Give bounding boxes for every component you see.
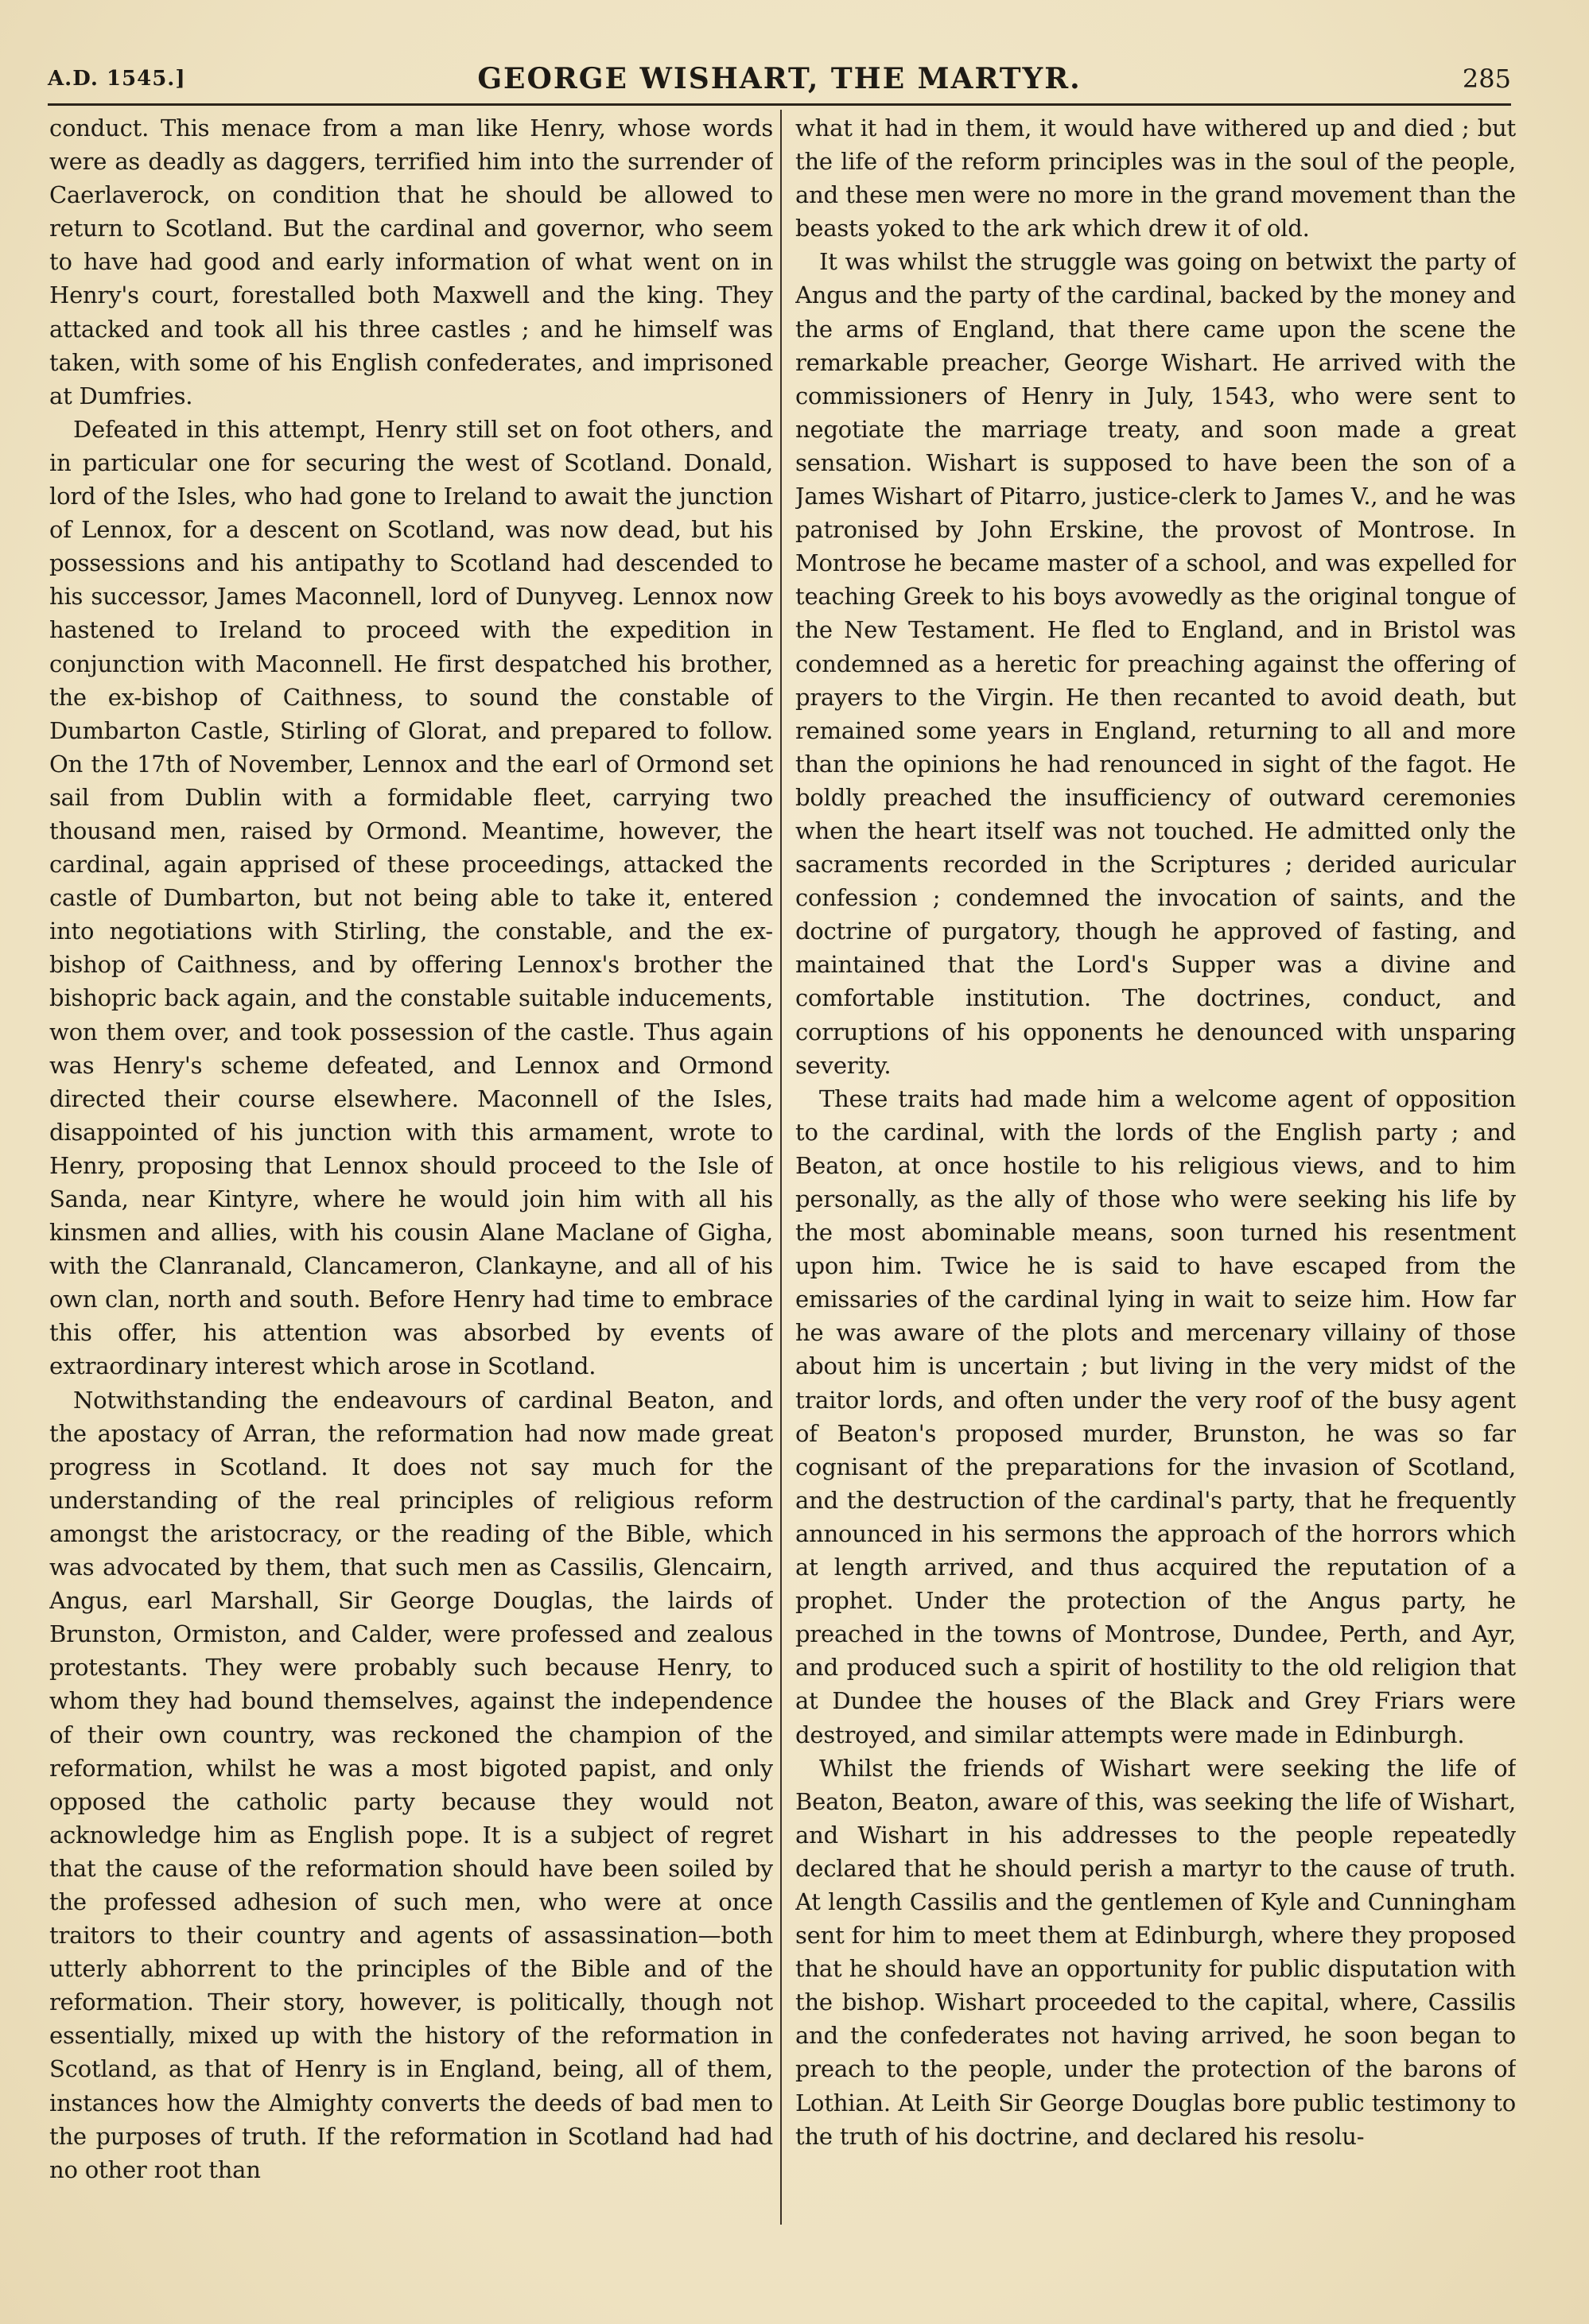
page-number: 285 [1462, 64, 1511, 94]
running-header [48, 62, 1511, 102]
paragraph: Notwithstanding the endeavours of cardinal Beaton, and the apostacy of Arran, the reformation had now made great progress in Scotland. It does not say much for the understanding of the real principles of religious reform amongst the aristocracy, or the reading of the Bible, which was advocated by them, that such men as Cassilis, Glencairn, Angus, earl Marshall, Sir George Douglas, the lairds of Brunston, Ormiston, and Calder, were professed and zealous protestants. They were probably such because Henry, to whom they had bound themselves, against the independence of their own country, was reckoned the champion of the reformation, whilst he was a most bigoted papist, and only opposed the catholic party because they would not acknowledge him as English pope. It is a subject of regret that the cause of the reformation should have been soiled by the professed adhesion of such men, who were at once traitors to their country and agents of assassination—both utterly abhorrent to the principles of the Bible and of the reformation. Their story, however, is politically, though not essentially, mixed up with the history of the reformation in Scotland, as that of Henry is in England, being, all of them, instances how the Almighty converts the deeds of bad men to the purposes of truth. If the reformation in Scotland had had no other root than [49, 1386, 773, 2183]
column-divider [780, 110, 782, 2225]
right-column [795, 111, 1516, 2210]
header-date: A.D. 1545.] [48, 67, 186, 91]
paragraph: These traits had made him a welcome agent of opposition to the cardinal, with the lords of the English party ; and Beaton, at once hostile to his religious views, and to him personally, as the ally of those who were seeking his life by the most abominable means, soon turned his resentment upon him. Twice he is said to have escaped from the emissaries of the cardinal lying in wait to seize him. How far he was aware of the plots and mercenary villainy of those about him is uncertain ; but living in the very midst of the traitor lords, and often under the very roof of the busy agent of Beaton's proposed murder, Brunston, he was so far cognisant of the preparations for the invasion of Scotland, and the destruction of the cardinal's party, that he frequently announced in his sermons the approach of the horrors which at length arrived, and thus acquired the reputation of a prophet. Under the protection of the Angus party, he preached in the towns of Montrose, Dundee, Perth, and Ayr, and produced such a spirit of hostility to the old religion that at Dundee the houses of the Black and Grey Friars were destroyed, and similar attempts were made in Edinburgh. [795, 1084, 1516, 1748]
header-title: GEORGE WISHART, THE MARTYR. [477, 62, 1082, 95]
paragraph: It was whilst the struggle was going on betwixt the party of Angus and the party of the cardinal, backed by the money and the arms of England, that there came upon the scene the remarkable preacher, George Wishart. He arrived with the commissioners of Henry in July, 1543, who were sent to negotiate the marriage treaty, and soon made a great sensation. Wishart is supposed to have been the son of a James Wishart of Pitarro, justice-clerk to James V., and he was patronised by John Erskine, the provost of Montrose. In Montrose he became master of a school, and was expelled for teaching Greek to his boys avowedly as the original tongue of the New Testament. He fled to England, and in Bristol was condemned as a heretic for preaching against the offering of prayers to the Virgin. He then recanted to avoid death, but remained some years in England, returning to all and more than the opinions he had renounced in sight of the fagot. He boldly preached the insufficiency of outward ceremonies when the heart itself was not touched. He admitted only the sacraments recorded in the Scriptures ; derided auricular confession ; condemned the invocation of saints, and the doctrine of purgatory, though he approved of fasting, and maintained that the Lord's Supper was a divine and comfortable institution. The doctrines, conduct, and corruptions of his opponents he denounced with unsparing severity. [795, 248, 1516, 1079]
header-rule [48, 103, 1511, 106]
paragraph: what it had in them, it would have withered up and died ; but the life of the reform principles was in the soul of the people, and these men were no more in the grand movement than the beasts yoked to the ark which drew it of old. [795, 114, 1516, 242]
paragraph: conduct. This menace from a man like Henry, whose words were as deadly as daggers, terrified him into the surrender of Caerlaverock, on condition that he should be allowed to return to Scotland. But the cardinal and governor, who seem to have had good and early information of what went on in Henry's court, forestalled both Maxwell and the king. They attacked and took all his three castles ; and he himself was taken, with some of his English confederates, and imprisoned at Dumfries. [49, 114, 773, 409]
paragraph: Defeated in this attempt, Henry still set on foot others, and in particular one for securing the west of Scotland. Donald, lord of the Isles, who had gone to Ireland to await the junction of Lennox, for a descent on Scotland, was now dead, but his possessions and his antipathy to Scotland had descended to his successor, James Maconnell, lord of Dunyveg. Lennox now hastened to Ireland to proceed with the expedition in conjunction with Maconnell. He first despatched his brother, the ex-bishop of Caithness, to sound the constable of Dumbarton Castle, Stirling of Glorat, and prepared to follow. On the 17th of November, Lennox and the earl of Ormond set sail from Dublin with a formidable fleet, carrying two thousand men, raised by Ormond. Meantime, however, the cardinal, again apprised of these proceedings, attacked the castle of Dumbarton, but not being able to take it, entered into negotiations with Stirling, the constable, and the ex-bishop of Caithness, and by offering Lennox's brother the bishopric back again, and the constable suitable inducements, won them over, and took possession of the castle. Thus again was Henry's scheme defeated, and Lennox and Ormond directed their course elsewhere. Maconnell of the Isles, disappointed of his junction with this armament, wrote to Henry, proposing that Lennox should proceed to the Isle of Sanda, near Kintyre, where he would join him with all his kinsmen and allies, with his cousin Alane Maclane of Gigha, with the Clanranald, Clancameron, Clankayne, and all of his own clan, north and south. Before Henry had time to embrace this offer, his attention was absorbed by events of extraordinary interest which arose in Scotland. [49, 415, 773, 1380]
paragraph: Whilst the friends of Wishart were seeking the life of Beaton, Beaton, aware of this, was seeking the life of Wishart, and Wishart in his addresses to the people repeatedly declared that he should perish a martyr to the cause of truth. At length Cassilis and the gentlemen of Kyle and Cunningham sent for him to meet them at Edinburgh, where they proposed that he should have an opportunity for public disputation with the bishop. Wishart proceeded to the capital, where, Cassilis and the confederates not having arrived, he soon began to preach to the people, under the protection of the barons of Lothian. At Leith Sir George Douglas bore public testimony to the truth of his doctrine, and declared his resolu- [795, 1754, 1516, 2150]
left-column [49, 111, 773, 2210]
